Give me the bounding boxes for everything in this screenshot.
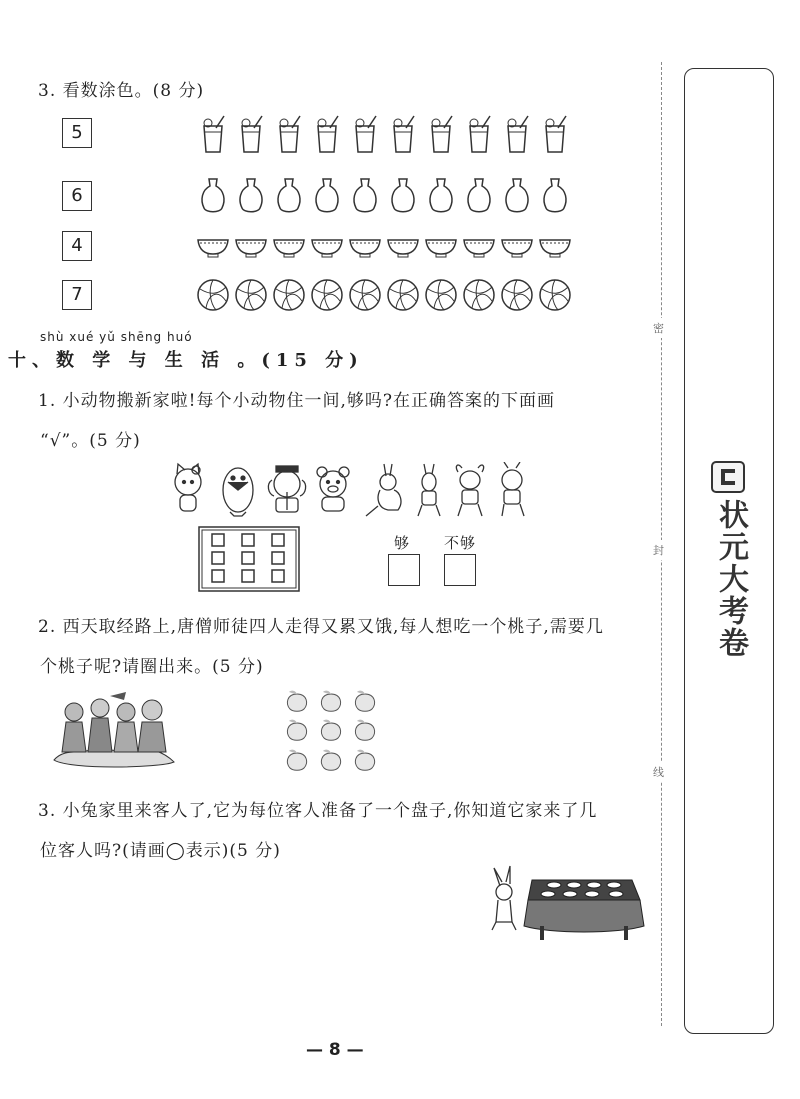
ball-icon[interactable] [272,275,306,315]
vase-icon[interactable] [500,176,534,216]
vase-icon[interactable] [196,176,230,216]
drink-cup-icon[interactable] [462,114,496,154]
peach-icon[interactable] [316,688,346,714]
number-box: 6 [62,181,92,211]
bowl-icon[interactable] [234,226,268,266]
drink-cup-icon[interactable] [424,114,458,154]
deer-icon [502,462,524,516]
bowl-row [196,226,576,266]
peach-icon[interactable] [282,688,312,714]
question-text-line: 1. 小动物搬新家啦!每个小动物住一间,够吗?在正确答案的下面画 [38,391,555,411]
question-title: 3. 看数涂色。(8 分) [38,81,205,101]
peach-icon[interactable] [282,747,312,773]
ball-icon[interactable] [234,275,268,315]
number-box: 5 [62,118,92,148]
seal-mark-xian: 线 [653,762,664,782]
elephant-icon [268,466,305,512]
rabbit-icon [492,866,516,930]
bowl-icon[interactable] [196,226,230,266]
bear-icon [317,467,349,511]
peach-icon[interactable] [282,717,312,743]
ball-icon[interactable] [196,275,230,315]
drink-cup-icon[interactable] [234,114,268,154]
ball-icon[interactable] [348,275,382,315]
bowl-icon[interactable] [310,226,344,266]
question-text-line: 2. 西天取经路上,唐僧师徒四人走得又累又饿,每人想吃一个桃子,需要几 [38,617,604,637]
question-text-line: 位客人吗?(请画◯表示)(5 分) [40,841,281,861]
drink-cup-icon[interactable] [196,114,230,154]
vase-icon[interactable] [462,176,496,216]
penguin-icon [223,468,253,516]
side-panel [684,68,774,1034]
apartment-building-icon [198,526,300,592]
brand-logo-text: 状元大考卷 [713,499,748,659]
journey-to-west-illustration [50,688,178,772]
seal-mark-feng: 封 [653,540,664,560]
kangaroo-icon [366,464,401,516]
question-text-line: “√”。(5 分) [40,431,141,451]
section-title: 十、数 学 与 生 活 。(15 分) [8,350,364,371]
goat-icon [456,465,483,516]
answer-box-enough[interactable] [388,554,420,586]
question-text-line: 个桃子呢?请圈出来。(5 分) [40,657,264,677]
vase-icon[interactable] [424,176,458,216]
bowl-icon[interactable] [500,226,534,266]
number-box: 4 [62,231,92,261]
donkey-icon [418,464,440,516]
drink-cup-icon[interactable] [500,114,534,154]
ball-icon[interactable] [424,275,458,315]
label-not-enough: 不够 [444,534,477,552]
bowl-icon[interactable] [386,226,420,266]
vase-row [196,176,576,216]
vase-icon[interactable] [348,176,382,216]
question-text-line: 3. 小兔家里来客人了,它为每位客人准备了一个盘子,你知道它家来了几 [38,801,598,821]
ball-row [196,275,576,315]
page-number: — 8 — [306,1040,364,1060]
bowl-icon[interactable] [348,226,382,266]
ball-icon[interactable] [500,275,534,315]
peach-icon[interactable] [350,688,380,714]
brand-logo-icon [711,461,745,493]
vase-icon[interactable] [538,176,572,216]
drink-cup-icon[interactable] [272,114,306,154]
peach-icon[interactable] [350,747,380,773]
ball-icon[interactable] [538,275,572,315]
cat-icon [175,464,201,511]
rabbit-table-illustration [488,864,648,946]
bowl-icon[interactable] [538,226,572,266]
peach-icon[interactable] [350,717,380,743]
peach-icon[interactable] [316,717,346,743]
answer-box-not-enough[interactable] [444,554,476,586]
ball-icon[interactable] [310,275,344,315]
seal-mark-mi: 密 [653,318,664,338]
number-box: 7 [62,280,92,310]
ball-icon[interactable] [386,275,420,315]
bowl-icon[interactable] [424,226,458,266]
table-icon [524,880,644,940]
drink-cup-icon[interactable] [310,114,344,154]
vase-icon[interactable] [234,176,268,216]
vase-icon[interactable] [386,176,420,216]
vase-icon[interactable] [272,176,306,216]
peach-grid [282,688,382,774]
bowl-icon[interactable] [462,226,496,266]
animals-illustration [172,462,538,520]
drink-cup-icon[interactable] [386,114,420,154]
peach-icon[interactable] [316,747,346,773]
drink-cup-icon[interactable] [348,114,382,154]
bowl-icon[interactable] [272,226,306,266]
label-enough: 够 [394,534,411,552]
ball-icon[interactable] [462,275,496,315]
drink-row [196,114,576,154]
section-pinyin: shù xué yǔ shēng huó [40,330,193,344]
vase-icon[interactable] [310,176,344,216]
drink-cup-icon[interactable] [538,114,572,154]
